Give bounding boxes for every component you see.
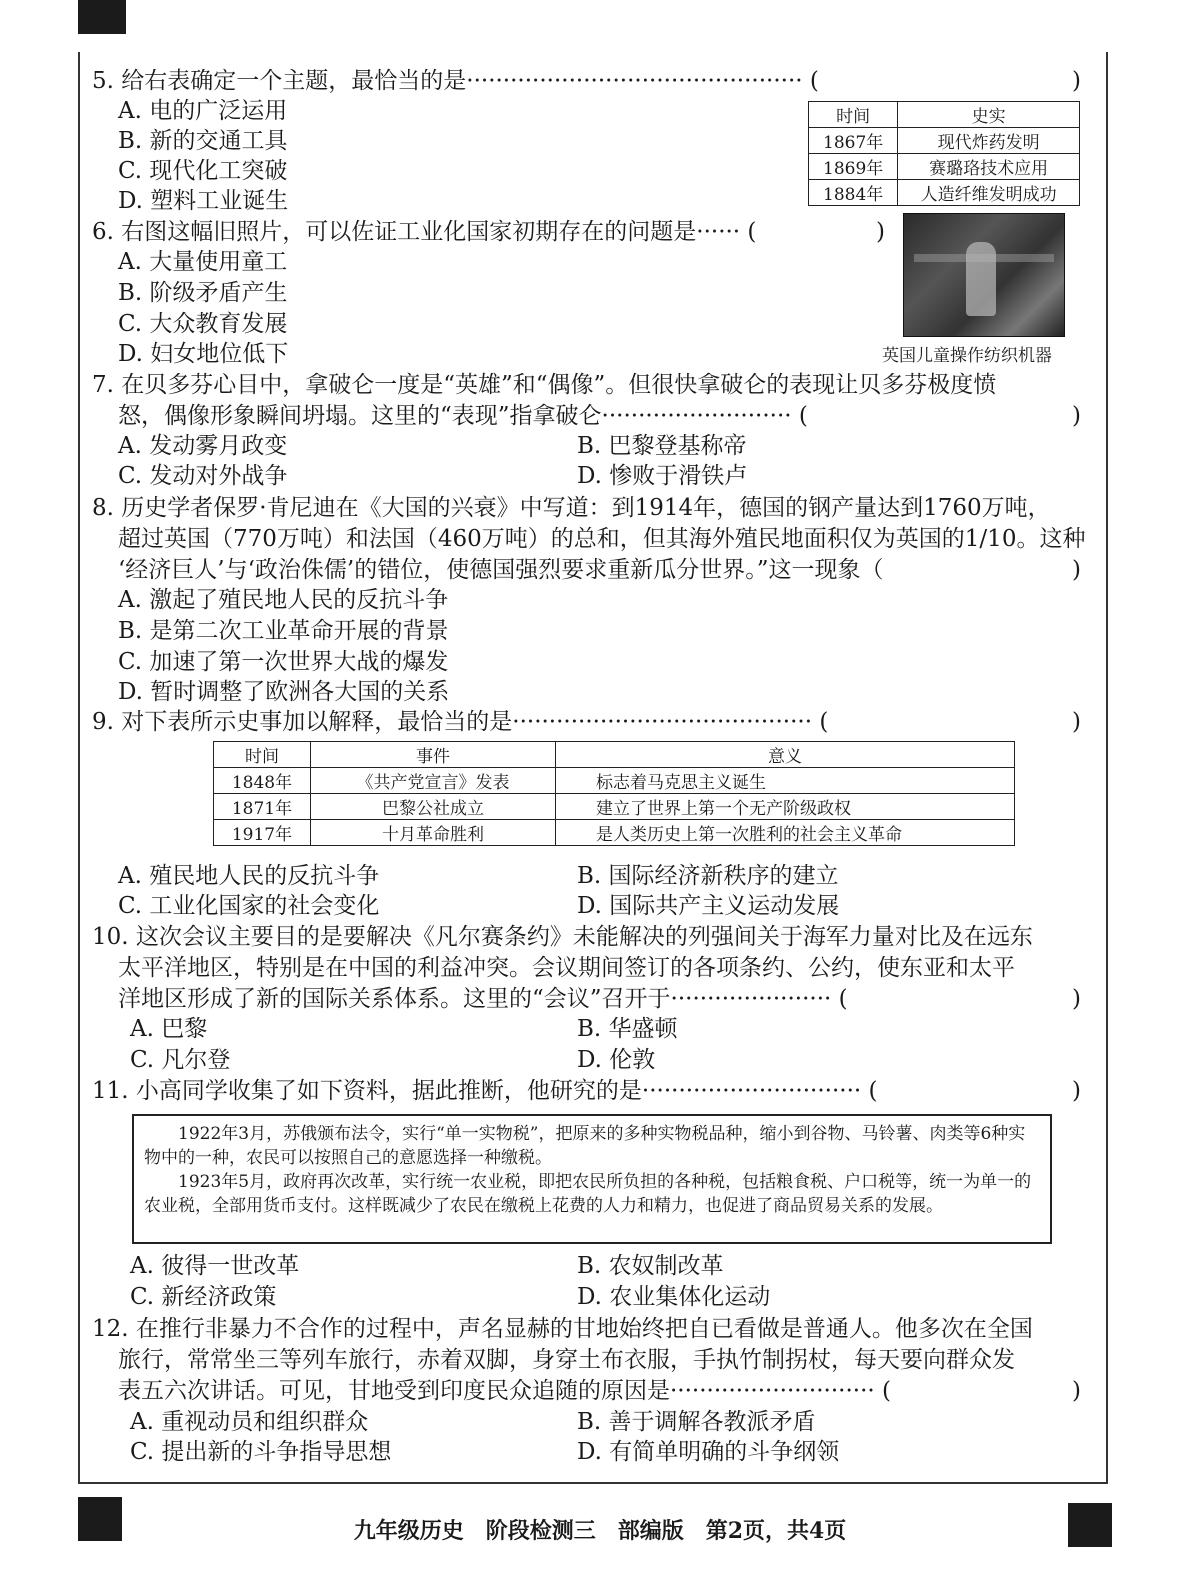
q11-material-paragraph-2: 1923年5月，政府再次改革，实行统一农业税，即把农民所负担的各种税，包括粮食税、户口税等，统一为单一的农业税，全部用货币支付。这样既减少了农民在缴税上花费的人力和精力，也促进了商品贸易关系的发展。 — [144, 1172, 1032, 1216]
q8-option-c: C. 加速了第一次世界大战的爆发 — [118, 649, 449, 675]
child-figure-shape — [966, 242, 996, 316]
q9-stem: 9. 对下表所示史事加以解释，最恰当的是········································· ( — [92, 709, 829, 735]
table-cell: 标志着马克思主义诞生 — [556, 768, 1015, 794]
photo-caption: 英国儿童操作纺织机器 — [882, 346, 1052, 366]
q12-option-a: A. 重视动员和组织群众 — [130, 1409, 369, 1435]
q7-option-b: B. 巴黎登基称帝 — [577, 433, 747, 459]
table-row — [214, 742, 1015, 768]
q7-option-a: A. 发动雾月政变 — [118, 433, 288, 459]
q9-option-b: B. 国际经济新秩序的建立 — [577, 863, 839, 889]
q6-answer-close: ) — [876, 219, 885, 245]
q11-option-c: C. 新经济政策 — [130, 1284, 277, 1310]
q8-option-b: B. 是第二次工业革命开展的背景 — [118, 618, 449, 644]
q6-option-d: D. 妇女地位低下 — [118, 341, 289, 367]
q12-option-d: D. 有简单明确的斗争纲领 — [577, 1439, 840, 1465]
q7-option-d: D. 惨败于滑铁卢 — [577, 463, 748, 489]
q11-answer-close: ) — [1072, 1078, 1081, 1104]
table-cell: 1848年 — [214, 768, 311, 794]
q7-stem-line-1: 7. 在贝多芬心目中，拿破仑一度是“英雄”和“偶像”。但很快拿破仑的表现让贝多芬极度愤 — [92, 372, 997, 398]
q10-option-a: A. 巴黎 — [130, 1016, 208, 1042]
q8-stem-line-1: 8. 历史学者保罗·肯尼迪在《大国的兴衰》中写道：到1914年，德国的钢产量达到1760万吨， — [92, 495, 1051, 521]
table-row — [809, 180, 1080, 206]
q11-stem: 11. 小高同学收集了如下资料，据此推断，他研究的是······························ ( — [92, 1078, 878, 1104]
table-cell: 1869年 — [809, 154, 898, 180]
q5-option-d: D. 塑料工业诞生 — [118, 188, 289, 214]
q10-option-d: D. 伦敦 — [577, 1047, 656, 1073]
table-cell: 1884年 — [809, 180, 898, 206]
q8-answer-close: ) — [1072, 557, 1081, 583]
q9-header-meaning: 意义 — [556, 742, 1015, 768]
q9-option-c: C. 工业化国家的社会变化 — [118, 893, 380, 919]
q8-option-a: A. 激起了殖民地人民的反抗斗争 — [118, 587, 449, 613]
q6-stem: 6. 右图这幅旧照片，可以佐证工业化国家初期存在的问题是······ ( — [92, 219, 757, 245]
table-cell: 建立了世界上第一个无产阶级政权 — [556, 794, 1015, 820]
table-cell: 十月革命胜利 — [311, 820, 556, 846]
page-footer: 九年级历史 阶段检测三 部编版 第2页，共4页 — [353, 1518, 847, 1544]
q8-option-d: D. 暂时调整了欧洲各大国的关系 — [118, 679, 450, 705]
q11-option-d: D. 农业集体化运动 — [577, 1284, 771, 1310]
q10-option-b: B. 华盛顿 — [577, 1016, 678, 1042]
child-labor-photo — [903, 213, 1065, 337]
table-cell: 1871年 — [214, 794, 311, 820]
table-row — [214, 768, 1015, 794]
q7-option-c: C. 发动对外战争 — [118, 463, 288, 489]
q5-header-fact: 史实 — [898, 102, 1080, 128]
q12-option-b: B. 善于调解各教派矛盾 — [577, 1409, 816, 1435]
q10-stem-line-2: 太平洋地区，特别是在中国的利益冲突。会议期间签订的各项条约、公约，使东亚和太平 — [118, 955, 1015, 981]
q11-material-box — [132, 1114, 1052, 1244]
corner-mark-top-left — [78, 0, 126, 34]
q11-option-a: A. 彼得一世改革 — [130, 1253, 300, 1279]
q9-option-d: D. 国际共产主义运动发展 — [577, 893, 840, 919]
q9-answer-close: ) — [1072, 709, 1081, 735]
table-cell: 1917年 — [214, 820, 311, 846]
q5-answer-close: ) — [1072, 68, 1081, 94]
q11-material-paragraph-1: 1922年3月，苏俄颁布法令，实行“单一实物税”，把原来的多种实物税品种，缩小到谷物、马铃薯、肉类等6种实物中的一种，农民可以按照自己的意愿选择一种缴税。 — [144, 1124, 1026, 1168]
q6-option-c: C. 大众教育发展 — [118, 311, 288, 337]
q12-option-c: C. 提出新的斗争指导思想 — [130, 1439, 392, 1465]
q12-stem-line-1: 12. 在推行非暴力不合作的过程中，声名显赫的甘地始终把自已看做是普通人。他多次在全国 — [92, 1316, 1033, 1342]
q5-option-a: A. 电的广泛运用 — [118, 98, 288, 124]
q8-stem-line-2: 超过英国（770万吨）和法国（460万吨）的总和，但其海外殖民地面积仅为英国的1/10。这种 — [118, 526, 1086, 552]
q5-option-c: C. 现代化工突破 — [118, 158, 288, 184]
q12-answer-close: ) — [1072, 1378, 1081, 1404]
table-row — [809, 102, 1080, 128]
table-cell: 是人类历史上第一次胜利的社会主义革命 — [556, 820, 1015, 846]
q10-option-c: C. 凡尔登 — [130, 1047, 231, 1073]
table-cell: 人造纤维发明成功 — [898, 180, 1080, 206]
table-cell: 1867年 — [809, 128, 898, 154]
table-row — [214, 820, 1015, 846]
q5-table — [808, 101, 1080, 206]
table-cell: 巴黎公社成立 — [311, 794, 556, 820]
q10-stem-line-1: 10. 这次会议主要目的是要解决《凡尔赛条约》未能解决的列强间关于海军力量对比及在远东 — [92, 924, 1033, 950]
table-row — [214, 794, 1015, 820]
q9-header-event: 事件 — [311, 742, 556, 768]
table-row — [809, 128, 1080, 154]
q6-option-a: A. 大量使用童工 — [118, 249, 288, 275]
table-cell: 赛璐珞技术应用 — [898, 154, 1080, 180]
q5-header-time: 时间 — [809, 102, 898, 128]
q8-stem-line-3: ‘经济巨人’与‘政治侏儒’的错位，使德国强烈要求重新瓜分世界。”这一现象（ — [118, 557, 884, 583]
q5-option-b: B. 新的交通工具 — [118, 128, 288, 154]
q7-stem-line-2: 怒，偶像形象瞬间坍塌。这里的“表现”指拿破仑·························· ( — [118, 403, 808, 429]
table-cell: 《共产党宣言》发表 — [311, 768, 556, 794]
q12-stem-line-2: 旅行，常常坐三等列车旅行，赤着双脚，身穿土布衣服，手执竹制拐杖，每天要向群众发 — [118, 1347, 1015, 1373]
q10-stem-line-3: 洋地区形成了新的国际关系体系。这里的“会议”召开于······················ ( — [118, 986, 848, 1012]
q11-option-b: B. 农奴制改革 — [577, 1253, 724, 1279]
q9-table — [213, 741, 1015, 846]
q9-header-time: 时间 — [214, 742, 311, 768]
q6-option-b: B. 阶级矛盾产生 — [118, 280, 288, 306]
q5-stem: 5. 给右表确定一个主题，最恰当的是·············································· ( — [92, 68, 819, 94]
table-cell: 现代炸药发明 — [898, 128, 1080, 154]
q10-answer-close: ) — [1072, 986, 1081, 1012]
table-row — [809, 154, 1080, 180]
q7-answer-close: ) — [1072, 403, 1081, 429]
q12-stem-line-3: 表五六次讲话。可见，甘地受到印度民众追随的原因是···························· ( — [118, 1378, 891, 1404]
q9-option-a: A. 殖民地人民的反抗斗争 — [118, 863, 380, 889]
